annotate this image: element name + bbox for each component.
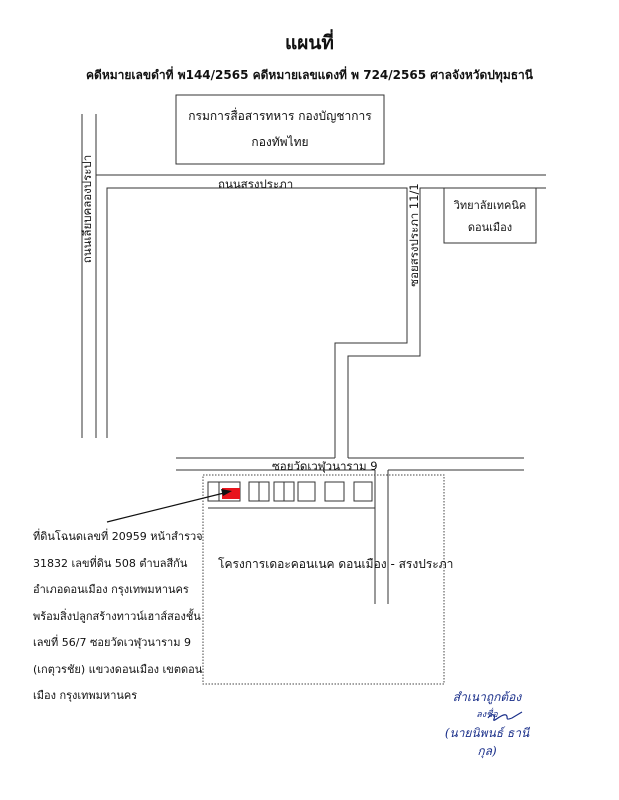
soi-11-1-label: ซอยสรงประภา 11/1 — [407, 183, 421, 287]
signer-prefix: ลงชื่อ — [476, 710, 498, 720]
townhouse-unit — [274, 482, 284, 501]
description-line: อำเภอดอนเมือง กรุงเทพมหานคร — [33, 583, 189, 596]
townhouse-unit — [325, 482, 344, 501]
description-line: เลขที่ 56/7 ซอยวัดเวฬุวนาราม 9 — [33, 636, 191, 649]
land-description — [33, 524, 209, 710]
certified-copy-text: สำเนาถูกต้อง — [452, 690, 522, 704]
main-road-label: ถนนสรงประภา — [218, 177, 294, 191]
description-line: (เกตุวรชัย) แขวงดอนเมือง เขตดอน — [33, 662, 203, 676]
main-road-bottom-left — [107, 188, 407, 458]
soi-wat-label: ซอยวัดเวฬุวนาราม 9 — [272, 459, 378, 473]
case-number-subtitle: คดีหมายเลขดำที่ พ144/2565 คดีหมายเลขแดงที่ พ 724/2565 ศาลจังหวัดปทุมธานี — [86, 68, 533, 82]
certification-stamp — [437, 688, 537, 760]
townhouse-unit — [298, 482, 315, 501]
description-line: ที่ดินโฉนดเลขที่ 20959 หน้าสำรวจ — [33, 530, 203, 543]
project-label: โครงการเดอะคอนเนค ดอนเมือง - สรงประภา — [218, 557, 454, 571]
description-line: 31832 เลขที่ดิน 508 ตำบลสีกัน — [33, 556, 188, 570]
signer-name: (นายนิพนธ์ ธานีกุล) — [444, 726, 530, 758]
townhouse-unit — [259, 482, 269, 501]
pointer-line — [107, 492, 228, 522]
townhouse-unit — [354, 482, 372, 501]
description-line: เมือง กรุงเทพมหานคร — [33, 689, 138, 702]
townhouse-unit — [284, 482, 294, 501]
map-title: แผนที่ — [285, 32, 334, 54]
canal-road-label: ถนนเลียบคลองประปา — [80, 154, 94, 264]
description-line: พร้อมสิ่งปลูกสร้างทาวน์เฮาส์สองชั้น — [33, 609, 201, 623]
townhouse-unit — [249, 482, 259, 501]
project-boundary — [203, 475, 444, 684]
townhouse-unit — [208, 482, 219, 501]
military-comm-label: กรมการสื่อสารทหาร กองบัญชาการ กองทัพไทย — [188, 109, 372, 149]
college-label: วิทยาลัยเทคนิค ดอนเมือง — [453, 199, 527, 234]
